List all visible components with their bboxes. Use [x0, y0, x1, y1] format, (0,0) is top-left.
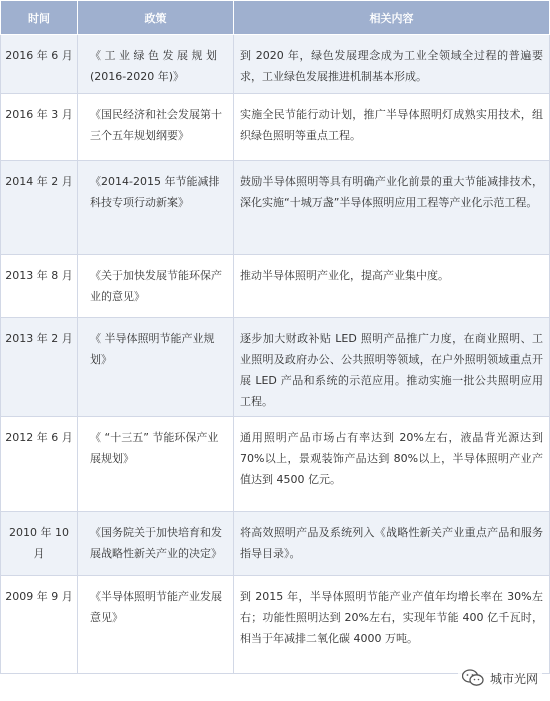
table-row: [1, 576, 550, 674]
cell-time: 2013 年 2 月: [1, 318, 78, 417]
cell-content: 到 2020 年，绿色发展理念成为工业全领域全过程的普遍要求，工业绿色发展推进机制基本形成。: [234, 35, 550, 94]
cell-content: 将高效照明产品及系统列入《战略性新关产业重点产品和服务指导目录》。: [234, 512, 550, 576]
cell-policy: 《2014-2015 年节能减排科技专项行动新案》: [78, 161, 234, 255]
cell-time: 2014 年 2 月: [1, 161, 78, 255]
cell-policy: 《 半导体照明节能产业规划》: [78, 318, 234, 417]
cell-policy: 《国民经济和社会发展第十三个五年规划纲要》: [78, 94, 234, 161]
cell-content: 实施全民节能行动计划，推广半导体照明灯成熟实用技术，组织绿色照明等重点工程。: [234, 94, 550, 161]
watermark: [458, 667, 542, 689]
cell-time: 2009 年 9 月: [1, 576, 78, 674]
cell-policy: 《 “十三五” 节能环保产业展规划》: [78, 417, 234, 512]
cell-policy: 《国务院关于加快培育和发展战略性新关产业的决定》: [78, 512, 234, 576]
table-row: [1, 255, 550, 318]
cell-time: 2016 年 3 月: [1, 94, 78, 161]
header-time: 时间: [1, 1, 78, 35]
table-row: [1, 417, 550, 512]
header-content: 相关内容: [234, 1, 550, 35]
cell-content: 通用照明产品市场占有率达到 20%左右，液晶背光源达到 70%以上，景观装饰产品达到 80%以上，半导体照明产业产值达到 4500 亿元。: [234, 417, 550, 512]
header-policy: 政策: [78, 1, 234, 35]
table-row: [1, 512, 550, 576]
cell-content: 鼓励半导体照明等具有明确产业化前景的重大节能减排技术，深化实施“十城万盏”半导体照明应用工程等产业化示范工程。: [234, 161, 550, 255]
table-row: [1, 35, 550, 94]
cell-time: 2012 年 6 月: [1, 417, 78, 512]
table-row: [1, 318, 550, 417]
table-header-row: [1, 1, 550, 35]
wechat-icon: [462, 669, 484, 687]
table-row: [1, 94, 550, 161]
cell-time: 2016 年 6 月: [1, 35, 78, 94]
cell-policy: 《 工 业 绿 色 发 展 规 划 (2016-2020 年)》: [78, 35, 234, 94]
cell-content: 到 2015 年，半导体照明节能产业产值年均增长率在 30%左右；功能性照明达到 20%左右，实现年节能 400 亿千瓦时，相当于年减排二氧化碳 4000 万吨。: [234, 576, 550, 674]
cell-content: 推动半导体照明产业化，提高产业集中度。: [234, 255, 550, 318]
table-row: [1, 161, 550, 255]
cell-policy: 《半导体照明节能产业发展意见》: [78, 576, 234, 674]
cell-time: 2013 年 8 月: [1, 255, 78, 318]
watermark-text: 城市光网: [489, 671, 538, 686]
cell-time: 2010 年 10 月: [1, 512, 78, 576]
cell-policy: 《关于加快发展节能环保产业的意见》: [78, 255, 234, 318]
cell-content: 逐步加大财政补贴 LED 照明产品推广力度，在商业照明、工业照明及政府办公、公共照明等领域，在户外照明领域重点开展 LED 产品和系统的示范应用。推动实施一批公共照明应用工程。: [234, 318, 550, 417]
